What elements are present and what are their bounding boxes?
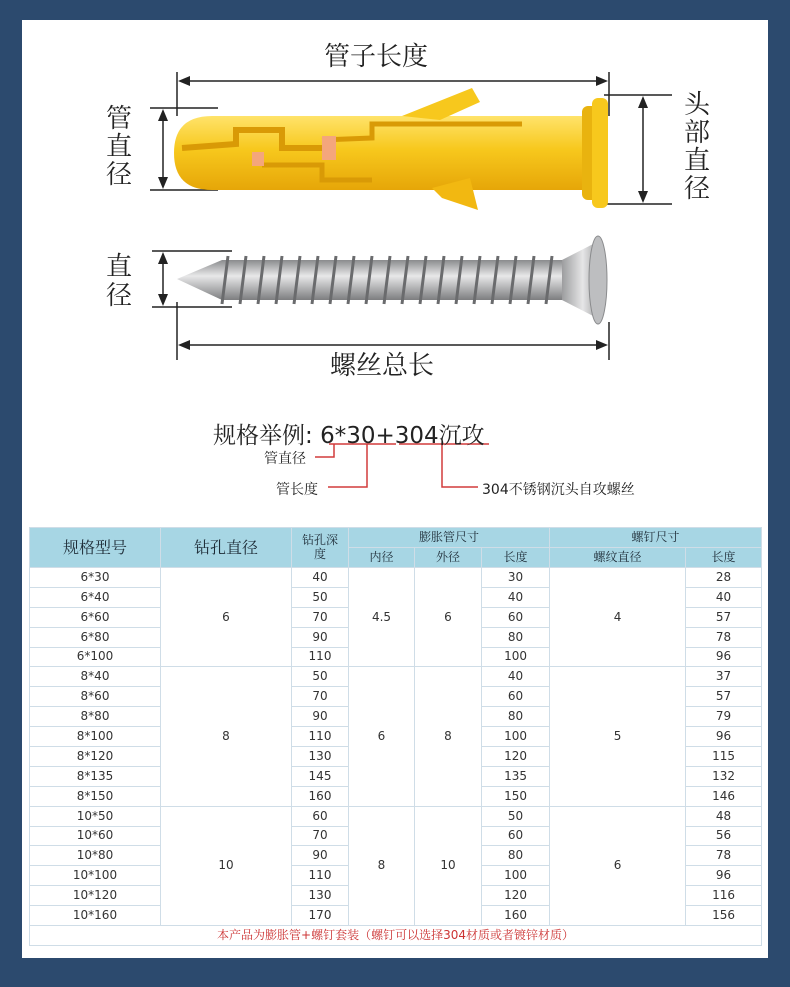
cell-model: 8*150 — [30, 786, 161, 806]
cell-tube-inner: 4.5 — [349, 568, 415, 667]
cell-screw-length: 132 — [686, 766, 762, 786]
cell-drill-diameter: 6 — [161, 568, 292, 667]
cell-screw-thread: 4 — [550, 568, 686, 667]
spec-table-body — [30, 568, 762, 926]
cell-model: 8*40 — [30, 667, 161, 687]
cell-screw-length: 79 — [686, 707, 762, 727]
table-row — [30, 667, 762, 687]
cell-screw-length: 57 — [686, 607, 762, 627]
cell-screw-length: 37 — [686, 667, 762, 687]
spec-table — [29, 527, 762, 946]
cell-drill-depth: 170 — [292, 906, 349, 926]
cell-tube-length: 160 — [482, 906, 550, 926]
screw-diameter-label-2: 径 — [106, 281, 133, 311]
cell-drill-depth: 130 — [292, 886, 349, 906]
header-tube-inner: 内径 — [349, 548, 415, 568]
cell-tube-length: 80 — [482, 846, 550, 866]
cell-tube-length: 100 — [482, 647, 550, 667]
cell-tube-inner: 6 — [349, 667, 415, 806]
cell-model: 10*60 — [30, 826, 161, 846]
callout-screw-type: 304不锈钢沉头自攻螺丝 — [482, 482, 635, 498]
cell-tube-outer: 8 — [415, 667, 482, 806]
cell-drill-depth: 110 — [292, 866, 349, 886]
cell-model: 10*80 — [30, 846, 161, 866]
cell-tube-length: 120 — [482, 747, 550, 767]
cell-drill-depth: 50 — [292, 587, 349, 607]
cell-drill-depth: 70 — [292, 826, 349, 846]
cell-tube-length: 60 — [482, 607, 550, 627]
head-diameter-label-1: 头 — [684, 90, 711, 120]
cell-screw-length: 78 — [686, 627, 762, 647]
cell-model: 6*80 — [30, 627, 161, 647]
table-row — [30, 806, 762, 826]
cell-screw-length: 96 — [686, 866, 762, 886]
cell-screw-length: 156 — [686, 906, 762, 926]
tube-diameter-label-2: 直 — [106, 132, 133, 162]
cell-drill-diameter: 10 — [161, 806, 292, 925]
spec-callout-lines — [315, 444, 489, 487]
cell-model: 6*30 — [30, 568, 161, 588]
cell-screw-length: 57 — [686, 687, 762, 707]
cell-tube-length: 120 — [482, 886, 550, 906]
cell-tube-outer: 6 — [415, 568, 482, 667]
cell-drill-depth: 70 — [292, 607, 349, 627]
cell-screw-length: 115 — [686, 747, 762, 767]
tube-diameter-label-3: 径 — [106, 160, 133, 190]
cell-tube-outer: 10 — [415, 806, 482, 925]
cell-model: 6*60 — [30, 607, 161, 627]
cell-drill-depth: 40 — [292, 568, 349, 588]
screw — [177, 236, 607, 324]
cell-tube-length: 135 — [482, 766, 550, 786]
cell-tube-length: 60 — [482, 826, 550, 846]
header-tube-length: 长度 — [482, 548, 550, 568]
cell-tube-length: 100 — [482, 727, 550, 747]
cell-model: 6*100 — [30, 647, 161, 667]
cell-drill-depth: 60 — [292, 806, 349, 826]
screw-length-label: 螺丝总长 — [330, 351, 435, 381]
header-screw-length: 长度 — [686, 548, 762, 568]
table-row — [30, 568, 762, 588]
cell-tube-length: 100 — [482, 866, 550, 886]
cell-drill-depth: 70 — [292, 687, 349, 707]
callout-tube-diameter: 管直径 — [264, 451, 306, 467]
header-drill-depth: 钻孔深度 — [292, 528, 349, 568]
cell-model: 8*80 — [30, 707, 161, 727]
cell-screw-thread: 5 — [550, 667, 686, 806]
screw-diameter-label-1: 直 — [106, 252, 133, 282]
cell-drill-depth: 110 — [292, 647, 349, 667]
cell-screw-length: 56 — [686, 826, 762, 846]
cell-drill-depth: 110 — [292, 727, 349, 747]
cell-model: 6*40 — [30, 587, 161, 607]
expansion-tube — [174, 88, 608, 210]
spec-example-code: 6*30+304沉攻 — [320, 423, 485, 449]
spec-table-header — [30, 528, 762, 568]
cell-tube-length: 80 — [482, 707, 550, 727]
cell-screw-length: 146 — [686, 786, 762, 806]
cell-screw-thread: 6 — [550, 806, 686, 925]
head-diameter-label-2: 部 — [684, 118, 711, 148]
header-tube-outer: 外径 — [415, 548, 482, 568]
cell-drill-depth: 90 — [292, 846, 349, 866]
header-tube-group: 膨胀管尺寸 — [349, 528, 550, 548]
cell-drill-depth: 90 — [292, 627, 349, 647]
cell-tube-length: 60 — [482, 687, 550, 707]
cell-screw-length: 116 — [686, 886, 762, 906]
cell-drill-depth: 160 — [292, 786, 349, 806]
cell-drill-diameter: 8 — [161, 667, 292, 806]
tube-length-label: 管子长度 — [324, 42, 429, 72]
cell-screw-length: 40 — [686, 587, 762, 607]
cell-screw-length: 78 — [686, 846, 762, 866]
head-diameter-dimension — [604, 95, 672, 204]
spec-example — [213, 417, 485, 450]
cell-model: 10*100 — [30, 866, 161, 886]
cell-tube-length: 40 — [482, 587, 550, 607]
header-model: 规格型号 — [30, 528, 161, 568]
product-sheet — [22, 20, 768, 958]
cell-screw-length: 96 — [686, 647, 762, 667]
cell-model: 10*160 — [30, 906, 161, 926]
tube-diameter-label-1: 管 — [106, 104, 133, 134]
tube-length-dimension — [177, 72, 609, 116]
cell-screw-length: 28 — [686, 568, 762, 588]
header-screw-thread: 螺纹直径 — [550, 548, 686, 568]
header-screw-group: 螺钉尺寸 — [550, 528, 762, 548]
cell-model: 8*60 — [30, 687, 161, 707]
cell-drill-depth: 130 — [292, 747, 349, 767]
header-drill-diameter: 钻孔直径 — [161, 528, 292, 568]
table-footnote: 本产品为膨胀管+螺钉套装（螺钉可以选择304材质或者镀锌材质） — [30, 926, 762, 946]
cell-tube-length: 50 — [482, 806, 550, 826]
cell-screw-length: 96 — [686, 727, 762, 747]
cell-model: 8*120 — [30, 747, 161, 767]
cell-screw-length: 48 — [686, 806, 762, 826]
cell-model: 8*100 — [30, 727, 161, 747]
cell-model: 10*50 — [30, 806, 161, 826]
head-diameter-label-4: 径 — [684, 174, 711, 204]
cell-tube-length: 40 — [482, 667, 550, 687]
cell-model: 10*120 — [30, 886, 161, 906]
cell-tube-inner: 8 — [349, 806, 415, 925]
cell-drill-depth: 50 — [292, 667, 349, 687]
cell-drill-depth: 145 — [292, 766, 349, 786]
cell-tube-length: 150 — [482, 786, 550, 806]
head-diameter-label-3: 直 — [684, 146, 711, 176]
callout-tube-length: 管长度 — [276, 482, 318, 498]
cell-drill-depth: 90 — [292, 707, 349, 727]
cell-tube-length: 30 — [482, 568, 550, 588]
cell-model: 8*135 — [30, 766, 161, 786]
spec-example-prefix: 规格举例: — [213, 423, 321, 449]
cell-tube-length: 80 — [482, 627, 550, 647]
